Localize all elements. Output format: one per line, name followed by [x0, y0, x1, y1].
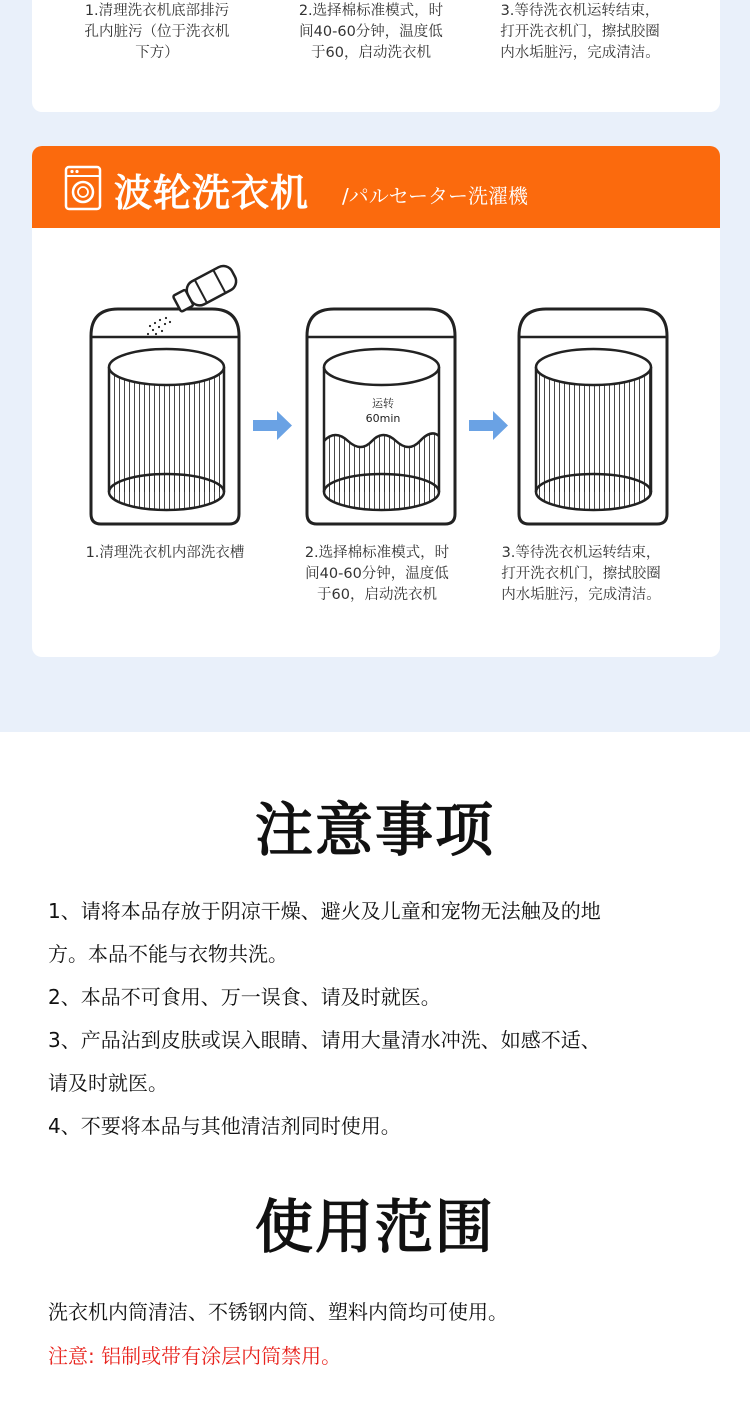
notes-list [48, 890, 708, 1148]
arrow-right-icon [469, 411, 508, 440]
section-title: 波轮洗衣机 [114, 171, 310, 215]
drum-label-run: 运转 [372, 397, 394, 410]
scope-warning: 注意: 铝制或带有涂层内筒禁用。 [48, 1344, 342, 1368]
washing-machine-icon [64, 165, 102, 211]
scope-title: 使用范围 [254, 1193, 495, 1261]
note-line: 2、本品不可食用、万一误食、请及时就医。 [48, 985, 441, 1009]
arrow-right-icon [253, 411, 292, 440]
step-1-caption: 1.清理洗衣机内部洗衣槽 [85, 545, 245, 561]
washer-step-1 [91, 262, 240, 524]
top-step-3: 3.等待洗衣机运转结束， 打开洗衣机门，擦拭胶圈 内水垢脏污，完成清洁。 [500, 3, 660, 61]
steps-illustration [32, 256, 720, 536]
step-2-caption: 2.选择棉标准模式，时 间40-60分钟，温度低 于60，启动洗衣机 [304, 545, 450, 603]
scope-text: 洗衣机内筒清洁、不锈钢内筒、塑料内筒均可使用。 [48, 1300, 508, 1324]
card-header [32, 146, 720, 228]
washer-step-3 [519, 309, 667, 524]
note-line: 方。本品不能与衣物共洗。 [48, 942, 288, 966]
drum-washer-card [32, 0, 720, 112]
top-step-1: 1.清理洗衣机底部排污 孔内脏污（位于洗衣机 下方） [84, 3, 230, 61]
drum-label-time: 60min [365, 412, 401, 425]
top-step-2: 2.选择棉标准模式，时 间40-60分钟，温度低 于60，启动洗衣机 [298, 3, 444, 61]
notes-title: 注意事项 [254, 796, 495, 864]
washer-step-2 [307, 309, 455, 524]
step-3-caption: 3.等待洗衣机运转结束， 打开洗衣机门，擦拭胶圈 内水垢脏污，完成清洁。 [501, 545, 661, 603]
note-line: 3、产品沾到皮肤或误入眼睛、请用大量清水冲洗、如感不适、 [48, 1028, 601, 1052]
section-subtitle: /パルセーター洗濯機 [342, 184, 528, 208]
note-line: 请及时就医。 [48, 1071, 168, 1095]
note-line: 4、不要将本品与其他清洁剂同时使用。 [48, 1114, 401, 1138]
pulsator-washer-card [32, 146, 720, 657]
note-line: 1、请将本品存放于阴凉干燥、避火及儿童和宠物无法触及的地 [48, 899, 601, 923]
